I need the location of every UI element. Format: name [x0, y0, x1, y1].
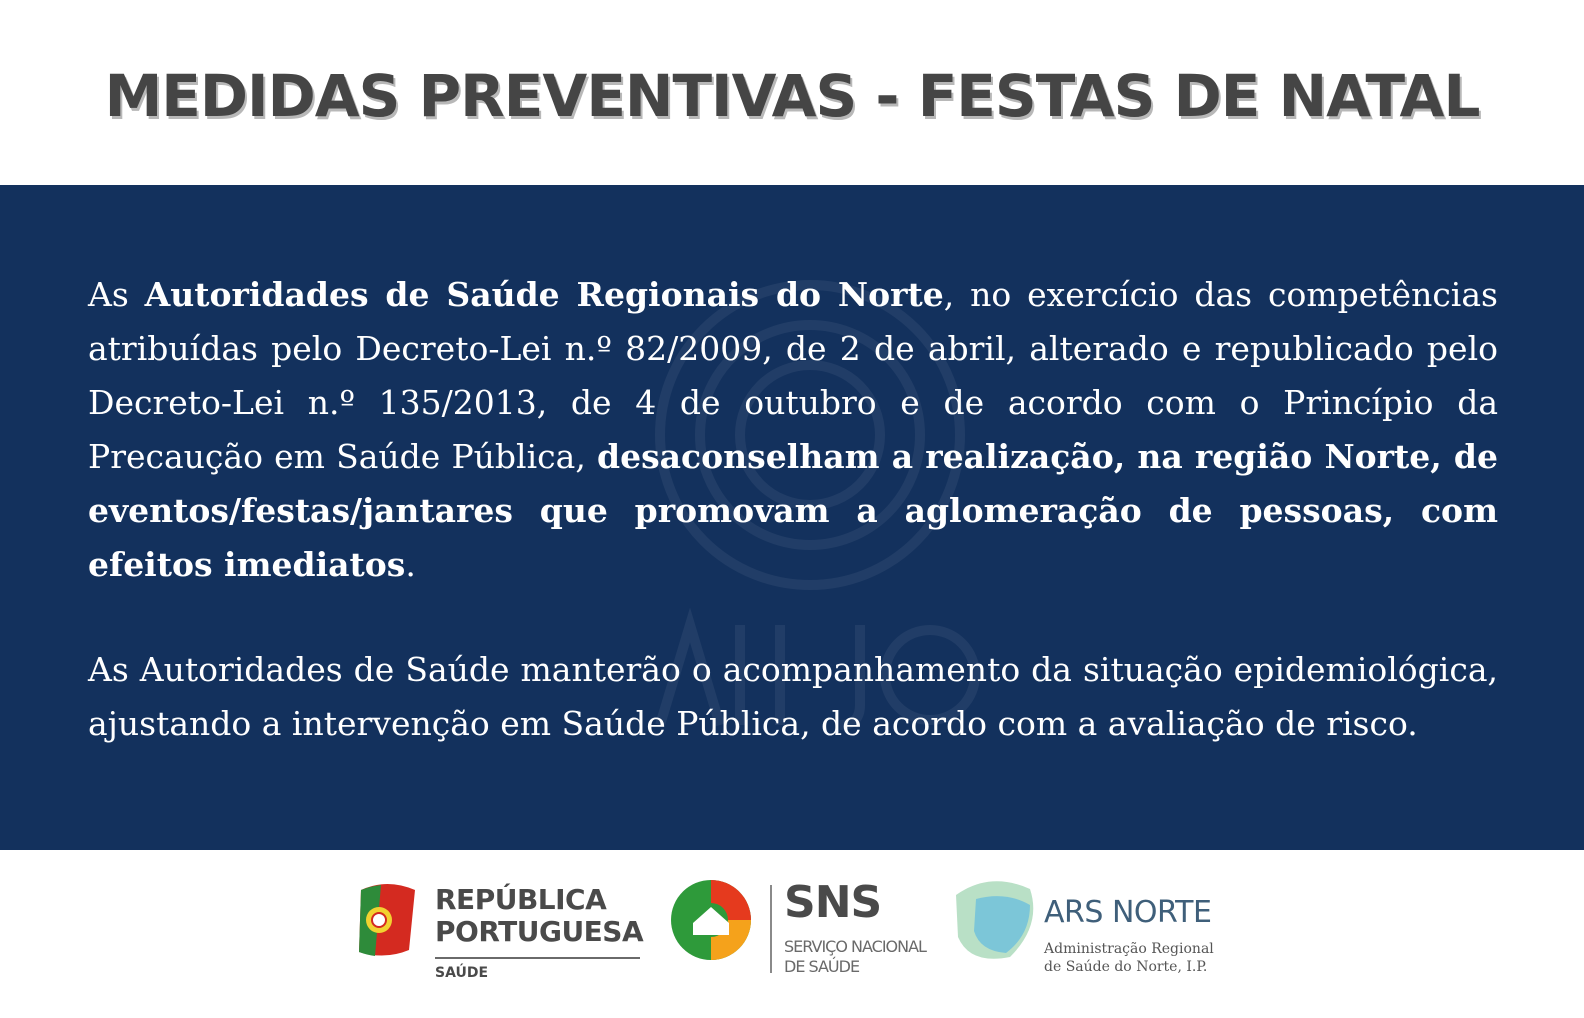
republica-divider	[435, 957, 640, 959]
paragraph-end: .	[405, 545, 416, 584]
ars-sub2: de Saúde do Norte, I.P.	[1044, 959, 1208, 975]
republica-line1: REPÚBLICA	[435, 883, 607, 916]
header	[0, 0, 1584, 185]
page-title: MEDIDAS PREVENTIVAS - FESTAS DE NATAL	[104, 62, 1480, 130]
footer-logos	[0, 850, 1584, 1018]
portugal-flag-icon	[357, 880, 419, 962]
paragraph-intro: As	[88, 275, 145, 314]
ars-sub1: Administração Regional	[1044, 941, 1214, 957]
sns-divider	[770, 885, 772, 973]
authorities-name: Autoridades de Saúde Regionais do Norte	[144, 275, 944, 314]
paragraph-legal-basis: , no exercício das competências atribuídas pelo Decreto-Lei n.º 82/2009, de 2 de abril, alterado e republicado pelo Decreto-Lei n.º 135/2013, de 4 de outubro e de acordo com o Princípio da Precaução em Saúde Pública,	[88, 275, 1498, 476]
ars-name: ARS NORTE	[1044, 895, 1212, 930]
sns-sub1: SERVIÇO NACIONAL	[784, 937, 926, 956]
sns-logo	[668, 875, 930, 980]
recommendation-text: desaconselham a realização, na região Norte, de eventos/festas/jantares que promovam a aglomeração de pessoas, com efeitos imediatos	[88, 437, 1499, 584]
republica-sub: SAÚDE	[435, 965, 489, 981]
ars-norte-logo	[950, 875, 1230, 980]
announcement-panel	[0, 185, 1584, 850]
sns-emblem-icon	[668, 877, 754, 963]
republica-line2: PORTUGUESA	[435, 915, 644, 948]
ars-emblem-icon	[950, 875, 1040, 965]
sns-sub2: DE SAÚDE	[784, 957, 860, 976]
sns-name: SNS	[784, 877, 882, 928]
paragraph-recommendation	[88, 268, 1498, 592]
paragraph-monitoring: As Autoridades de Saúde manterão o acompanhamento da situação epidemiológica, ajustando a intervenção em Saúde Pública, de acordo com a avaliação de risco.	[88, 650, 1498, 743]
republica-portuguesa-logo	[355, 875, 655, 1000]
